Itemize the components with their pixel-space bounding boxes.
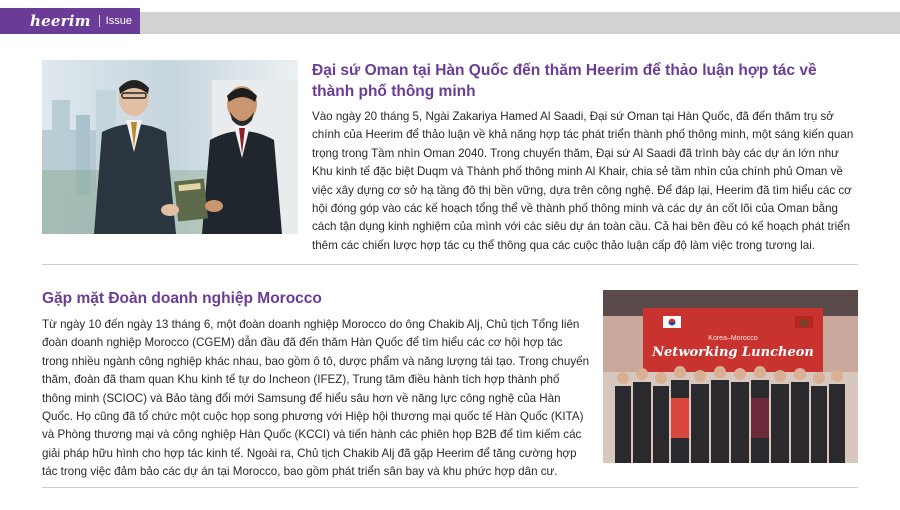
- article-1-body: Vào ngày 20 tháng 5, Ngài Zakariya Hamed Al Saadi, Đại sứ Oman tại Hàn Quốc, đã đến thăm trụ sở chính của Heerim để thảo luận về khả năng hợp tác phát triển thành phố thông minh, một sáng kiến quan trọng trong Tầm nhìn Oman 2040. Trong chuyến thăm, Đại sứ Al Saadi đã trình bày các dự án lớn như Khu kinh tế đặc biệt Duqm và Thành phố thông minh Al Khair, chia sẻ tầm nhìn của chính phủ Oman về việc xây dựng cơ sở hạ tầng đô thị bền vững, dựa trên công nghệ. Để đáp lại, Heerim đã tìm hiểu các cơ hội đóng góp vào các kế hoạch tổng thể về thành phố thông minh và các dự án cốt lõi của Oman bằng cách tận dụng kinh nghiệm của mình với các siêu dự án toàn cầu. Cả hai bên đều có kế hoạch phát triển thêm các chiến lược hợp tác cụ thể thông qua các cuộc thảo luận cấp độ làm việc trong tương lai.: [312, 110, 854, 252]
- divider-2: [42, 487, 858, 488]
- brand-box: [0, 8, 140, 34]
- section-label: Issue: [105, 15, 132, 27]
- banner-title: Networking Luncheon: [652, 345, 814, 360]
- divider-1: [42, 264, 858, 265]
- article-2-title: Gặp mặt Đoàn doanh nghiệp Morocco: [42, 290, 322, 307]
- banner-subtitle: Korea–Morocco: [708, 335, 758, 342]
- heerim-logo: heerim: [30, 12, 91, 30]
- ambassador-meeting-photo: [42, 60, 298, 234]
- article-1-title: Đại sứ Oman tại Hàn Quốc đến thăm Heerim để thảo luận hợp tác về thành phố thông minh: [312, 62, 817, 100]
- article-2-body: Từ ngày 10 đến ngày 13 tháng 6, một đoàn doanh nghiệp Morocco do ông Chakib Alj, Chủ tịch Tổng liên đoàn doanh nghiệp Morocco (CGEM) dẫn đầu đã đến thăm Hàn Quốc để tìm hiểu các cơ hội hợp tác trong nhiều ngành công nghiệp khác nhau, bao gồm ô tô, dược phẩm và năng lượng tái tạo. Trong chuyến thăm, đoàn đã tham quan Khu kinh tế tự do Incheon (IFEZ), Trung tâm điều hành tích hợp thành phố thông minh (SCIOC) và Bảo tàng đổi mới Samsung để hiểu sâu hơn về năng lực công nghệ của Hàn Quốc. Họ cũng đã tổ chức một cuộc họp song phương với Hiệp hội thương mại quốc tế Hàn Quốc (KITA) và Phòng thương mại và công nghiệp Hàn Quốc (KCCI) và tiến hành các phiên họp B2B để tìm kiếm các giải pháp hữu hình cho hợp tác kinh tế. Ngoài ra, Chủ tịch Chakib Alj đã gặp Heerim để tăng cường hợp tác trong việc đảm bảo các dự án tại Morocco, bao gồm phát triển sân bay và khu phức hợp dân cư.: [42, 318, 590, 479]
- brand-separator: [99, 15, 100, 27]
- morocco-delegation-photo: [603, 290, 858, 463]
